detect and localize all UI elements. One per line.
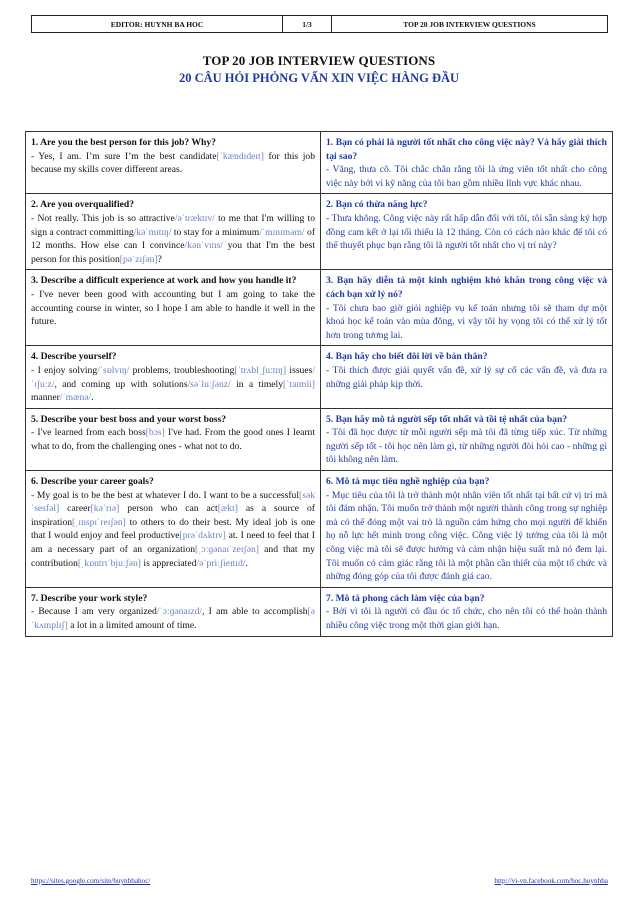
answer-text: - Because I am very organized xyxy=(31,606,157,618)
answer-text: - Not really. This job is so attractive xyxy=(31,212,175,224)
question-vi: 2. Bạn có thừa năng lực? xyxy=(326,199,428,211)
phonetic-transcription: [əˈkʌmplɪʃ] xyxy=(31,606,315,631)
header-editor: EDITOR: HUYNH BA HOC xyxy=(32,16,283,32)
phonetic-transcription: [ˈkændɪdeɪt] xyxy=(216,150,264,162)
question-vi: 1. Bạn có phải là người tốt nhất cho công việc này? Và hãy giải thích tại sao? xyxy=(326,137,607,162)
question-vi: 5. Bạn hãy mô tả người sếp tốt nhất và tồi tệ nhất của bạn? xyxy=(326,413,568,425)
answer-vi: - Mục tiêu của tôi là trở thành một nhân viên tốt nhất tại bất cứ vị trí mà tôi đảm nhận. Tôi muốn trở thành một người thành công trong sự nghiệp mà có thể đóng một vai trò là nguồn cảm hứng cho mọi người để khiến họ nỗ lực hết mình trong công việc. Công việc lý tưởng của tôi là một công việc mà tôi sẽ được hưởng và cảm nhận hiệu suất mà nó đem lại. Tôi muốn có cảm giác rằng tôi là một phần cần thiết của một tổ chức và những đóng góp của tôi được đánh giá cao. xyxy=(326,489,607,583)
phonetic-transcription: [ˌɔːɡənaɪˈzeɪʃən] xyxy=(195,544,259,556)
phonetic-transcription: [ˌɪnspɪˈreɪʃən] xyxy=(72,516,126,528)
answer-text: in a timely xyxy=(230,378,284,390)
page-title-vi: 20 CÂU HỎI PHỎNG VẤN XIN VIỆC HÀNG ĐẦU xyxy=(178,71,460,85)
footer-link-facebook[interactable]: http://vi-vn.facebook.com/hoc.huynhba xyxy=(494,877,608,885)
question-en: 5. Describe your best boss and your worst boss? xyxy=(31,413,227,425)
answer-en xyxy=(31,427,315,452)
question-en: 2. Are you overqualified? xyxy=(31,199,135,211)
answer-text: - I've learned from each boss xyxy=(31,427,146,439)
qa-row xyxy=(26,270,613,346)
answer-text: - My goal is to be the best at whatever I do. I want to be a successful xyxy=(31,489,300,501)
phonetic-transcription: [ækt] xyxy=(217,503,238,515)
question-en: 7. Describe your work style? xyxy=(31,592,148,604)
qa-row xyxy=(26,346,613,408)
question-vi: 4. Bạn hãy cho biết đôi lời về bản thân? xyxy=(326,351,488,363)
question-vi-cell xyxy=(321,587,613,636)
question-vi-cell xyxy=(321,270,613,346)
phonetic-transcription: /ˈsɒlvɪŋ/ xyxy=(97,364,130,376)
phonetic-transcription: [prəˈdʌktɪv] xyxy=(179,530,226,542)
question-en-cell xyxy=(26,194,321,270)
question-vi-cell xyxy=(321,408,613,470)
answer-text: ? xyxy=(157,253,162,265)
answer-en xyxy=(31,365,315,403)
answer-text: problems, troubleshooting xyxy=(129,364,235,376)
answer-vi: - Bởi vì tôi là người có đầu óc tổ chức, cho nên tôi có thể hoàn thành nhiều công việc trong một thời gian giới hạn. xyxy=(326,606,607,631)
answer-text: manner xyxy=(31,392,60,404)
qa-table xyxy=(25,131,613,637)
phonetic-transcription: [ˌkɒntrɪˈbjuːʃən] xyxy=(77,557,141,569)
answer-text: a lot in a limited amount of time. xyxy=(67,620,197,631)
answer-text: , and coming up with solutions xyxy=(54,378,188,390)
answer-en xyxy=(31,289,315,327)
answer-vi: - Tôi thích được giải quyết vấn đề, xử lý sự cố các vấn đề, và đưa ra những giải pháp kịp thời. xyxy=(326,364,607,390)
qa-row xyxy=(26,471,613,588)
answer-en xyxy=(31,490,315,569)
question-vi: 7. Mô tả phong cách làm việc của bạn? xyxy=(326,592,485,604)
answer-text: . xyxy=(245,557,248,569)
answer-text: to me that I'm willing to sign a contract committing xyxy=(31,212,315,238)
answer-text: - Yes, I am. I’m sure I’m the best candidate xyxy=(31,150,217,162)
question-en: 4. Describe yourself? xyxy=(31,351,117,363)
phonetic-transcription: /əˈtræktɪv/ xyxy=(174,212,215,224)
question-vi-cell xyxy=(321,346,613,408)
answer-text: to stay for a minimum xyxy=(171,226,260,238)
question-vi: 6. Mô tả mục tiêu nghề nghiệp của bạn? xyxy=(326,476,490,488)
qa-row xyxy=(26,132,613,194)
answer-vi: - Vâng, thưa cô. Tôi chắc chắn rằng tôi là ứng viên tốt nhất cho công việc này bởi vì kỹ năng của tôi bao gồm nhiều lĩnh vực khác nhau. xyxy=(326,164,607,189)
qa-row xyxy=(26,408,613,470)
phonetic-transcription: /kəˈmɪtɪŋ/ xyxy=(133,226,172,238)
phonetic-transcription: [ˈtrʌblˌʃuːtɪŋ] xyxy=(234,364,287,376)
question-vi-cell xyxy=(321,132,613,194)
answer-text: career xyxy=(59,503,91,515)
question-vi-cell xyxy=(321,194,613,270)
phonetic-transcription: /kənˈvɪns/ xyxy=(184,240,223,252)
answer-text: as a source of inspiration xyxy=(31,503,315,528)
phonetic-transcription: [pəˈzɪʃən] xyxy=(119,253,158,265)
phonetic-transcription: /ˈɔːɡənaɪzd/ xyxy=(156,606,203,618)
phonetic-transcription: /ˈmænə/ xyxy=(59,392,92,404)
answer-text: , I am able to accomplish xyxy=(202,606,308,618)
question-en-cell xyxy=(26,346,321,408)
answer-text: to others to do their best. My ideal job is one that I would enjoy and feel productive xyxy=(31,516,315,542)
question-en: 1. Are you the best person for this job? Why? xyxy=(31,137,216,148)
answer-en xyxy=(31,151,315,176)
question-vi-cell xyxy=(321,471,613,588)
phonetic-transcription: /əˈpriːʃieɪtɪd/ xyxy=(196,557,246,569)
question-en-cell xyxy=(26,270,321,346)
answer-text: - I enjoy solving xyxy=(31,364,98,376)
answer-text: of 12 months. How else can I convince xyxy=(31,226,316,252)
answer-en xyxy=(31,213,315,265)
question-vi: 3. Bạn hãy diễn tả một kinh nghiệm khó khăn trong công việc và cách bạn xử lý nó? xyxy=(326,275,607,300)
answer-text: and that my contribution xyxy=(31,544,315,569)
phonetic-transcription: /ˈmɪnɪməm/ xyxy=(259,226,305,238)
phonetic-transcription: [səkˈsesfəl] xyxy=(31,489,315,515)
answer-en xyxy=(31,606,315,631)
qa-row xyxy=(26,194,613,270)
question-en-cell xyxy=(26,408,321,470)
question-en-cell xyxy=(26,471,321,588)
answer-vi: - Thưa không. Công việc này rất hấp dẫn đối với tôi, tôi sẵn sàng ký hợp đồng cam kết ở lại tối thiểu là 12 tháng. Còn có cách nào khác để tôi có thể thuyết phục bạn rằng tôi là người tốt nhất cho vị trí này? xyxy=(326,212,607,252)
question-en: 6. Describe your career goals? xyxy=(31,476,154,488)
answer-text: issues xyxy=(286,364,313,376)
answer-text: for this job because my skills cover different areas. xyxy=(31,150,315,176)
phonetic-transcription: [ˈtaɪmli] xyxy=(283,378,315,390)
answer-text: is appreciated xyxy=(141,557,197,569)
footer-link-google-sites[interactable]: https://sites.google.com/site/huynhbahoc/ xyxy=(31,877,151,885)
answer-text: . xyxy=(91,392,94,404)
question-en-cell xyxy=(26,587,321,636)
page-header xyxy=(31,15,608,33)
phonetic-transcription: [kəˈrɪə] xyxy=(90,503,120,515)
answer-text: I've had. From the good ones I learnt what to do, from the challenging ones - what not to do. xyxy=(31,427,315,452)
answer-vi: - Tôi chưa bao giờ giỏi nghiệp vụ kế toán nhưng tôi sẽ tham dự một khoá học kế toán vào mùa đông, vì vậy tôi hy vọng tôi có thể xử lý tốt hơn trong tương lai. xyxy=(326,302,607,341)
page-title-en: TOP 20 JOB INTERVIEW QUESTIONS xyxy=(202,53,436,68)
header-page-number: 1/3 xyxy=(283,16,332,32)
answer-text: at. I need to feel that I am a necessary part of an organization xyxy=(31,530,315,556)
question-en: 3. Describe a difficult experience at work and how you handle it? xyxy=(31,275,297,287)
question-en-cell xyxy=(26,132,321,194)
answer-vi: - Tôi đã học được từ mỗi người sếp mà tôi đã từng tiếp xúc. Từ những người sếp tốt - tôi học nên làm gì, từ những người đòi hỏi cao - những gì tôi không nên làm. xyxy=(326,427,607,466)
answer-text: person who can act xyxy=(119,503,218,515)
phonetic-transcription: /səˈluːʃənz/ xyxy=(187,378,231,390)
header-doc-title: TOP 20 JOB INTERVIEW QUESTIONS xyxy=(403,19,536,29)
answer-text: you that I'm the best person for this position xyxy=(31,240,315,265)
answer-text: - I've never been good with accounting but I am going to take the accounting course in winter, so I hope I am able to handle it well in the future. xyxy=(31,288,315,328)
qa-row xyxy=(26,587,613,636)
phonetic-transcription: /ˈɪʃuːz/ xyxy=(31,364,316,390)
phonetic-transcription: [bɔs] xyxy=(145,427,165,439)
